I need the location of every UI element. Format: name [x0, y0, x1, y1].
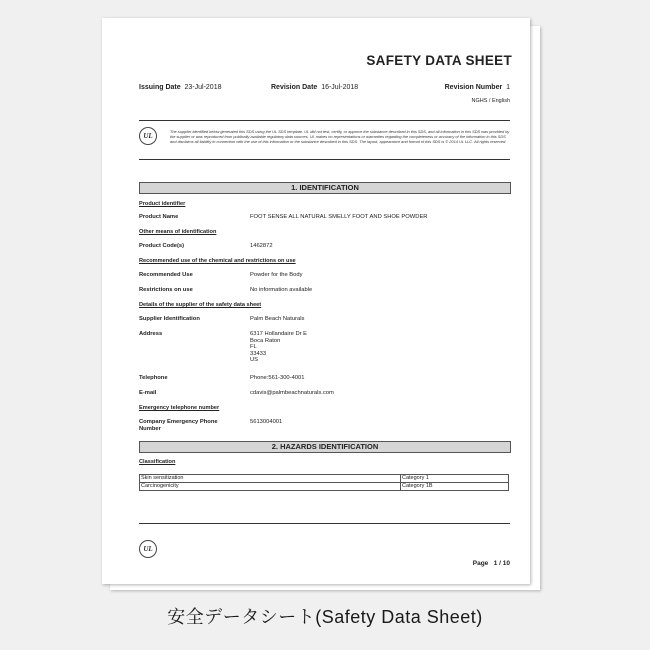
footer-divider — [139, 523, 510, 524]
address-line: US — [250, 357, 259, 363]
address-line: FL — [250, 344, 257, 350]
hazard-cell: Skin sensitization — [140, 475, 401, 483]
restrictions-label: Restrictions on use — [139, 287, 193, 293]
classification-heading: Classification — [139, 459, 176, 465]
email-value: cdavis@palmbeachnaturals.com — [250, 390, 334, 396]
emergency-phone-value: 5613004001 — [250, 419, 283, 425]
image-caption: 安全データシート(Safety Data Sheet) — [167, 607, 483, 627]
divider — [139, 120, 510, 121]
product-code-label: Product Code(s) — [139, 243, 185, 249]
document-page — [102, 18, 530, 584]
restrictions-value: No information available — [250, 287, 313, 293]
supplier-details-heading: Details of the supplier of the safety data sheet — [139, 302, 262, 308]
address-line: 33433 — [250, 350, 267, 357]
page-number: Page 1 / 10 — [472, 560, 510, 567]
section-hazards-header: 2. HAZARDS IDENTIFICATION — [139, 441, 511, 453]
product-identifier-heading: Product identifier — [139, 201, 186, 207]
recommended-use-value: Powder for the Body — [250, 272, 303, 278]
email-label: E-mail — [139, 390, 157, 396]
other-means-heading: Other means of identification — [139, 229, 217, 235]
table-row — [140, 475, 509, 483]
ghs-language: NGHS / English — [471, 98, 510, 104]
recommended-use-heading: Recommended use of the chemical and restrictions on use — [139, 258, 296, 264]
issuing-date: Issuing Date 23-Jul-2018 — [139, 84, 222, 91]
category-cell: Category 1B — [401, 483, 509, 491]
revision-number: Revision Number 1 — [444, 84, 510, 91]
document-title: SAFETY DATA SHEET — [366, 53, 512, 68]
recommended-use-label: Recommended Use — [139, 272, 193, 278]
category-cell: Category 1 — [401, 475, 509, 483]
telephone-value: Phone:561-300-4001 — [250, 375, 305, 381]
address-value — [250, 331, 307, 364]
divider — [139, 159, 510, 160]
classification-table — [139, 474, 509, 491]
supplier-label: Supplier Identification — [139, 316, 200, 322]
supplier-value: Palm Beach Naturals — [250, 316, 305, 322]
product-name-label: Product Name — [139, 214, 179, 220]
address-label: Address — [139, 331, 163, 337]
ul-logo-icon: UL — [139, 127, 157, 145]
address-line: 6317 Hollandaire Dr E — [250, 331, 308, 337]
address-line: Boca Raton — [250, 337, 281, 344]
table-row — [140, 483, 509, 491]
emergency-label: Company Emergency Phone Number — [139, 419, 218, 432]
product-name-value: FOOT SENSE ALL NATURAL SMELLY FOOT AND SHOE POWDER — [250, 214, 428, 220]
hazard-cell: Carcinogenicity — [140, 483, 401, 491]
telephone-label: Telephone — [139, 375, 168, 381]
section-identification-header: 1. IDENTIFICATION — [139, 182, 511, 194]
emergency-heading: Emergency telephone number — [139, 405, 220, 411]
ul-logo-footer-icon: UL — [139, 540, 157, 558]
product-code-value: 1462872 — [250, 243, 273, 249]
disclaimer-text: The supplier identified below generated this SDS using the UL SDS template. UL did not test, certify, or approve the substance described in this SDS, and all information in this SDS was provided by the supplier or was reproduced from publically available regulatory data sources. UL makes no representations or warranties regarding the completeness or accuracy of the information in this SDS and disclaims all liability in connection with the use of this information or the substance described in this SDS. The layout, appearance and format of this SDS is © 2014 UL LLC. All rights reserved. — [170, 129, 510, 145]
revision-date: Revision Date 16-Jul-2018 — [271, 84, 359, 91]
